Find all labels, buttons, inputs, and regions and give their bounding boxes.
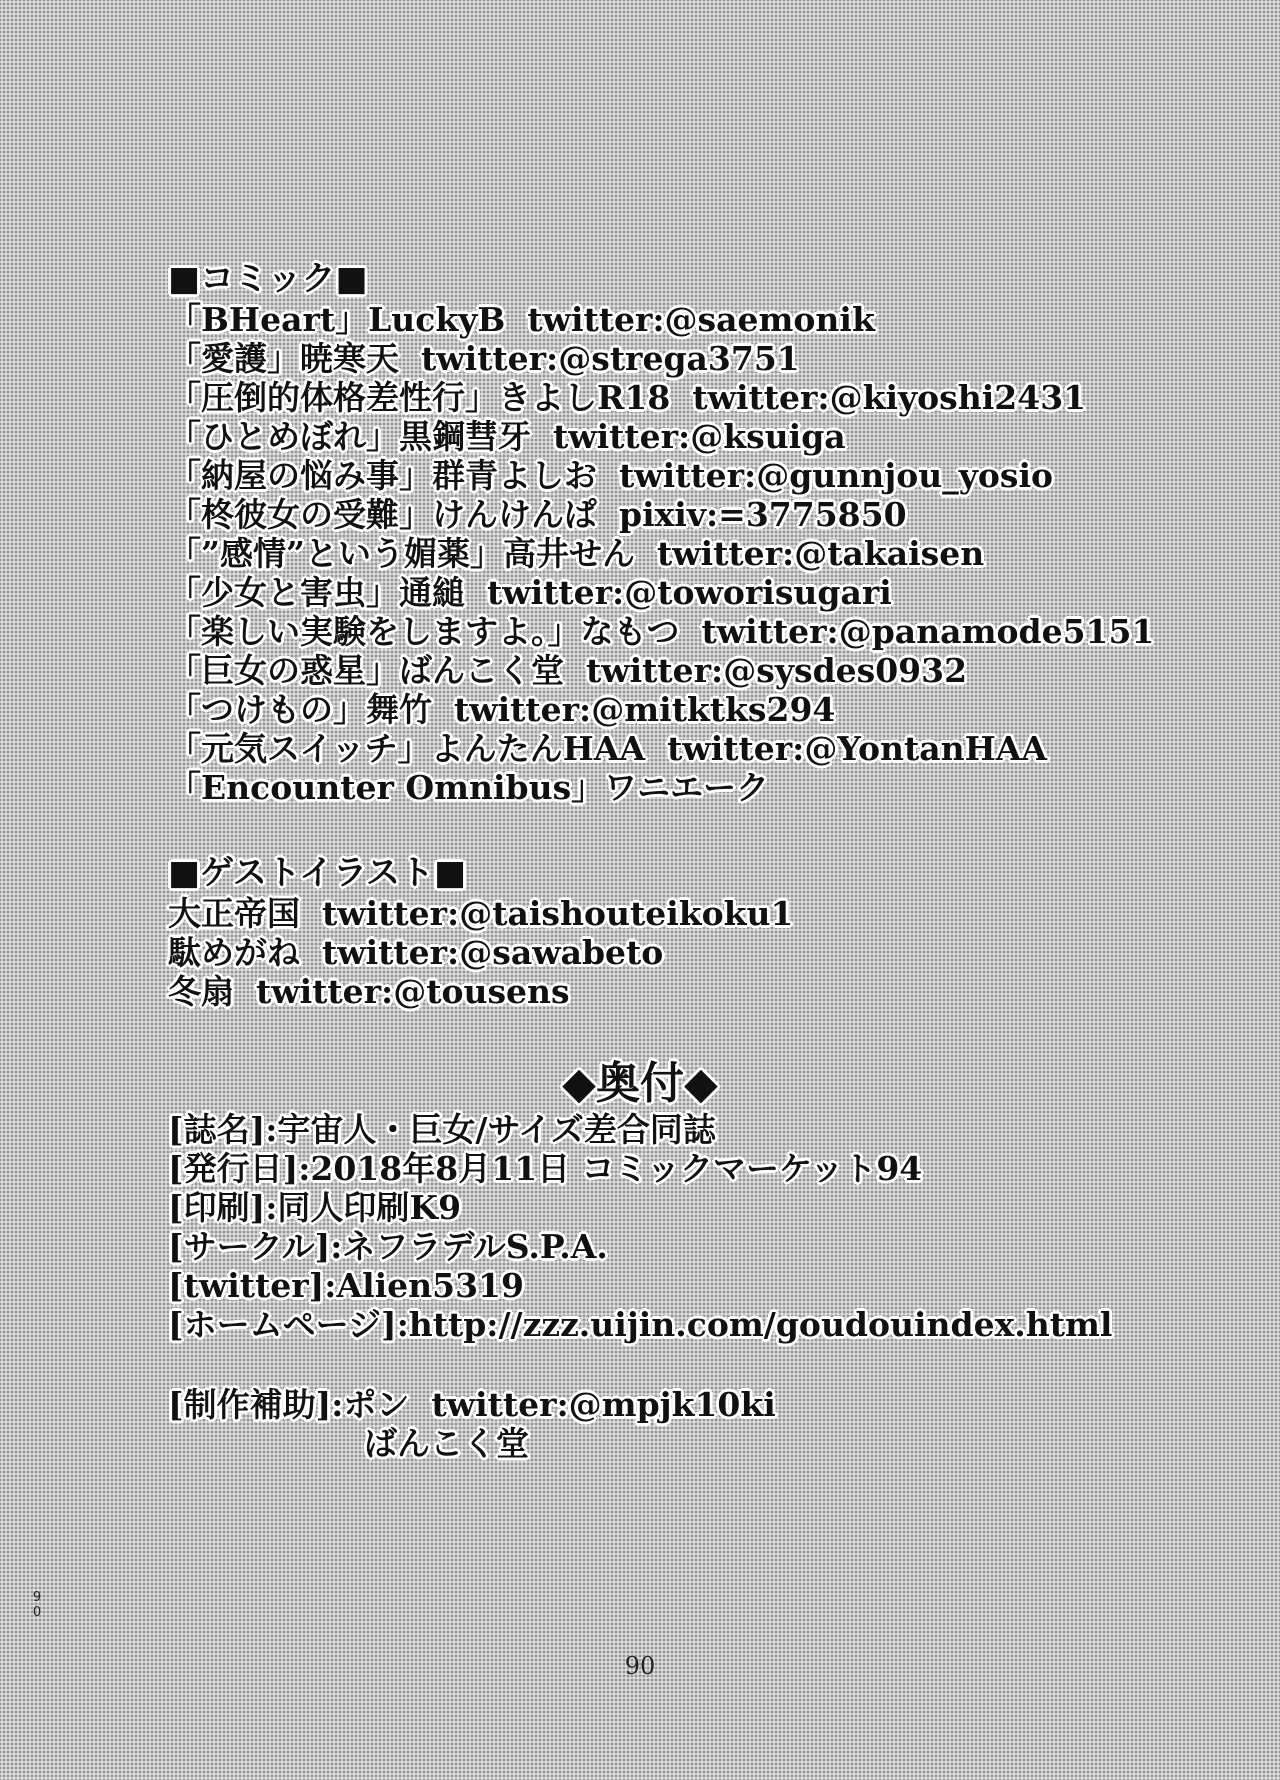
guest-contact: twitter:@tousens (256, 972, 570, 1011)
colophon-title: ◆奥付◆ (562, 1058, 718, 1109)
comic-credit-line (168, 456, 1168, 495)
colophon-line (168, 1149, 1168, 1188)
comic-contact: twitter:@saemonik (527, 300, 875, 339)
comic-credit-line (168, 573, 1168, 612)
colophon-label: [印刷]: (168, 1188, 278, 1227)
comic-credit-line (168, 729, 1168, 768)
comic-credit-line (168, 300, 1168, 339)
comic-title: 「元気スイッチ」よんたんHAA (168, 729, 646, 768)
comic-contact: twitter:@strega3751 (421, 339, 800, 378)
colophon-line (168, 1305, 1168, 1344)
side-page-number: 90 (32, 1590, 42, 1620)
production-line (168, 1424, 1168, 1463)
guest-name: 大正帝国 (168, 894, 300, 933)
comic-title: 「楽しい実験をしますよ。」なもつ (168, 612, 680, 651)
colophon-line (168, 1227, 1168, 1266)
guest-credit-line (168, 933, 1168, 972)
guest-contact: twitter:@sawabeto (322, 933, 664, 972)
comic-credit-line (168, 768, 1168, 807)
colophon-value: 2018年8月11日 コミックマーケット94 (310, 1149, 923, 1188)
guest-credit-line (168, 894, 1168, 933)
comics-section (168, 258, 1168, 807)
guest-illust-section (168, 852, 1168, 1011)
comic-credit-line (168, 417, 1168, 456)
production-name: ばんこく堂 (364, 1424, 529, 1463)
comic-title: 「巨女の惑星」ばんこく堂 (168, 651, 564, 690)
comic-title: 「BHeart」LuckyB (168, 300, 506, 339)
comic-contact: twitter:@kiyoshi2431 (692, 378, 1087, 417)
colophon-label: [ホームページ]: (168, 1305, 409, 1344)
comic-contact: twitter:@YontanHAA (667, 729, 1048, 768)
comic-contact: twitter:@ksuiga (553, 417, 846, 456)
comic-title: 「”感情”という媚薬」高井せん (168, 534, 635, 573)
homepage-url: http://zzz.uijin.com/goudouindex.html (408, 1305, 1113, 1344)
comic-credit-line (168, 612, 1168, 651)
comic-title: 「ひとめぼれ」黒鋼彗牙 (168, 417, 531, 456)
comic-credit-line (168, 534, 1168, 573)
colophon-label: [誌名]: (168, 1110, 278, 1149)
comic-contact: twitter:@takaisen (656, 534, 985, 573)
production-line (168, 1385, 1168, 1424)
comic-title: 「納屋の悩み事」群青よしお (168, 456, 597, 495)
comic-credit-line (168, 339, 1168, 378)
page-number: 90 (624, 1652, 656, 1680)
colophon-label: [サークル]: (168, 1227, 343, 1266)
comic-credit-line (168, 651, 1168, 690)
guest-heading: ■ゲストイラスト■ (168, 853, 467, 893)
comic-contact: twitter:@gunnjou_yosio (619, 456, 1054, 495)
comic-contact: twitter:@toworisugari (487, 573, 892, 612)
comics-heading: ■コミック■ (168, 259, 368, 299)
comic-credit-line (168, 690, 1168, 729)
guest-credit-line (168, 972, 1168, 1011)
comic-contact: pixiv:=3775850 (619, 495, 907, 534)
production-contact: twitter:@mpjk10ki (431, 1385, 776, 1424)
comic-credit-line (168, 495, 1168, 534)
comic-title: 「愛護」暁寒天 (168, 339, 399, 378)
guest-contact: twitter:@taishouteikoku1 (322, 894, 794, 933)
comic-contact: twitter:@panamode5151 (701, 612, 1155, 651)
colophon-line (168, 1188, 1168, 1227)
comic-title: 「少女と害虫」通縋 (168, 573, 465, 612)
comic-title: 「Encounter Omnibus」ワニエーク (168, 768, 770, 807)
guest-name: 冬扇 (168, 972, 234, 1011)
colophon-line (168, 1110, 1168, 1149)
colophon-value: 同人印刷K9 (277, 1188, 462, 1227)
comic-title: 「つけもの」舞竹 (168, 690, 432, 729)
colophon-value: Alien5319 (336, 1266, 524, 1305)
colophon-line (168, 1266, 1168, 1305)
colophon-value: ネフラデルS.P.A. (342, 1227, 608, 1266)
comic-credit-line (168, 378, 1168, 417)
colophon-label: [発行日]: (168, 1149, 311, 1188)
production-label: [制作補助]: (168, 1385, 344, 1424)
production-name: ポン (343, 1385, 410, 1424)
comic-contact: twitter:@sysdes0932 (586, 651, 968, 690)
comic-contact: twitter:@mitktks294 (454, 690, 836, 729)
production-assist-section (168, 1385, 1168, 1463)
colophon-section (168, 1110, 1168, 1344)
colophon-value: 宇宙人・巨女/サイズ差合同誌 (277, 1110, 716, 1149)
comic-title: 「圧倒的体格差性行」きよしR18 (168, 378, 671, 417)
guest-name: 駄めがね (168, 933, 300, 972)
comic-title: 「柊彼女の受難」けんけんぱ (168, 495, 597, 534)
colophon-label: [twitter]: (168, 1266, 337, 1305)
